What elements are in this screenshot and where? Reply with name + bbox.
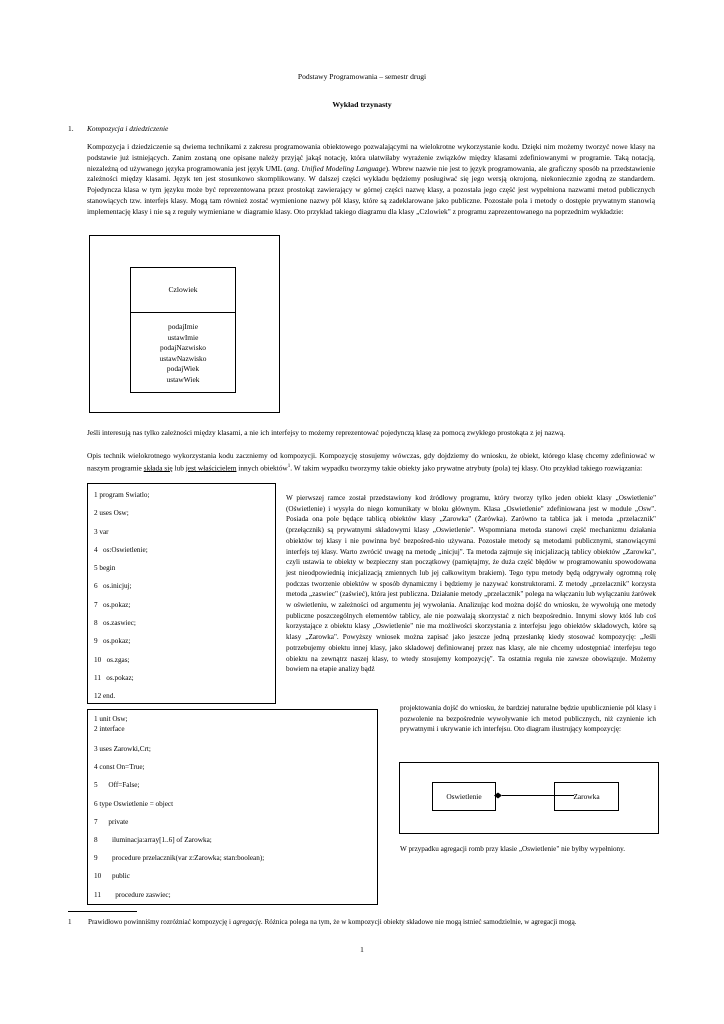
p3-underline-1: składa się <box>143 463 173 473</box>
uml-method: ustawWiek <box>166 374 200 384</box>
p3-underline-2: jest właścicielem <box>185 463 237 473</box>
code-line: 6 type Oswietlenie = object <box>94 799 174 808</box>
section-number: 1. <box>68 124 74 133</box>
uml-class-name: Czlowiek <box>131 268 235 313</box>
code-line: 11 procedure zaswiec; <box>94 890 171 899</box>
p3-text-c: innych obiektów <box>236 463 288 473</box>
code-line: 8 iluminacja:array[1..6] of Zarowka; <box>94 835 212 844</box>
uml-method-list <box>131 313 235 386</box>
composition-class-oswietlenie: Oswietlenie <box>432 782 496 811</box>
intro-paragraph <box>87 142 655 218</box>
intro-uml-italic: ang. Unified Modeling Language <box>286 163 386 173</box>
p3-text-d: . W takim wypadku tworzymy takie obiekty jako prywatne atrybuty (pola) tej klasy. Oto przykład takiego rozwiązania: <box>290 463 643 473</box>
page-number: 1 <box>360 945 364 954</box>
intro-text-1: Kompozycja i dziedziczenie są dwiema technikami z zakresu programowania obiektowego pozwalającymi na wielokrotne wykorzystanie kodu. Dzięki nim możemy tworzyć nowe klasy na podstawie już istniejących. Zanim zostaną one opisane należy przyjąć jakąś notację, która ułatwiłaby wyrażenie związków między klasami zdefiniowanymi w programie. Taką notacją, niezależną od używanego języka programowania jest język UML ( <box>87 142 655 173</box>
code-line: 11 os.pokaz; <box>94 673 134 682</box>
right-column-text-3: W przypadku agregacji romb przy klasie „Oswietlenie" nie byłby wypełniony. <box>400 845 626 853</box>
section-heading <box>68 124 168 133</box>
code-line: 8 os.zaswiec; <box>94 619 136 628</box>
code-line: 4 const On=True; <box>94 763 145 772</box>
uml-method: podajWiek <box>166 364 200 374</box>
right-column-text-2: projektowania dojść do wniosku, że bardziej naturalne będzie upublicznienie pól klasy i pozwolenie na bezpośrednie wywoływanie ich metod publicznych, niż czynienie ich prywatnymi i ukrywanie ich interfejsu. Oto diagram ilustrujący kompozycję: <box>400 704 656 734</box>
code-line: 1 program Swiatlo; <box>94 491 150 499</box>
code-line: 7 private <box>94 817 129 826</box>
code-box-unit <box>87 709 378 905</box>
code-line: 7 os.pokaz; <box>94 600 131 609</box>
code-line: 9 procedure przelacznik(var z:Zarowka; stan:boolean); <box>94 854 265 863</box>
footnote-rule <box>68 911 137 912</box>
code-line: 6 os.inicjuj; <box>94 582 132 591</box>
code-line: 5 Off=False; <box>94 781 140 790</box>
code-line: 4 os:Oswietlenie; <box>94 545 148 554</box>
uml-diagram-frame <box>89 235 280 413</box>
code-line: 3 var <box>94 527 109 536</box>
code-box-program <box>87 483 276 704</box>
uml-class-box <box>130 267 236 393</box>
uml-method: ustawImie <box>167 332 199 342</box>
code-line: 10 public <box>94 872 130 881</box>
code-line: 5 begin <box>94 564 116 573</box>
right-column-text: W pierwszej ramce został przedstawiony kod źródłowy programu, który tworzy tylko jeden obiekt klasy „Oswietlenie" (Oświetlenie) i wysyła do niego komunikaty w bloku głównym. Klasa „Oswietlenie" zdefiniowana jest w module „Osw". Posiada ona pole będące tablicą obiektów klasy „Zarowka" (Żarówka). Zarówno ta tablica jak i metoda „przelacznik" (przełącznik) są prywatnymi składowymi klasy „Oswietlenie". Wspomniana metoda stanowi część mechanizmu działania obiektów tej klasy i nie powinna być bezpośred-nio używana. Pozostałe metody są metodami publicznymi, stanowiącymi interfejs tej klasy. Warto zwrócić uwagę na metodę „inicjuj". Ta metoda zajmuje się inicjalizacją tablicy obiektów „Zarowka", czyli ustawia te obiekty w bezpieczny stan początkowy (pamiętajmy, że duża część błędów w programowaniu spowodowana jest nieodpowiednią inicjalizacją zmiennych lub jej całkowitym brakiem). Tego typu metody będą odgrywały ogromną rolę podczas tworzenie obiektów w sposób dynamiczny i będziemy je nazywać konstruktorami. Z metody „przelacznik" korzysta metoda „zaswiec" (zaświeć), która jest publiczna. Działanie metody „przelacznik" polega na włączaniu lub wyłączaniu żarówek w oświetleniu, w zależności od argumentu jej wywołania. Analizując kod można dojść do wniosku, że wywołują one metody publiczne poszczególnych elementów tablicy, ale nie pozwalają skorzystać z nich bezpośrednio. Innymi słowy któś lub coś korzystające z obiektu klasy „Oswietlenie" nie ma możliwości skorzystania z interfejsu jego obiektów składowych, które są klasy „Zarowka". Powyższy wniosek można zapisać jako jeszcze jedną przesłankę kiedy stosować kompozycję: „Jeśli potrzebujemy obiektu innej klasy, jako składowej definiowanej przez nas klasy, ale nie chcemy udostępniać interfejsu tego obiektu na zewnątrz naszej klasy, to wtedy stosujemy kompozycję". Ta ostatnia reguła nie zawsze obowiązuje. Możemy bowiem na etapie analizy bądź <box>286 494 656 674</box>
code-line: 3 uses Zarowki,Crt; <box>94 745 151 753</box>
footnote-text-a: Prawidłowo powinniśmy rozróżniać kompozycję i <box>88 918 233 926</box>
composition-diagram-frame <box>399 762 659 834</box>
code-line: 10 os.zgas; <box>94 655 130 664</box>
p3-text-a: Opis technik wielokrotnego wykorzystania kodu zaczniemy od kompozycji. Kompozycję stosujemy wówczas, gdy dojdziemy do wniosku, że obiekt, którego klasę chcemy zdefiniować w naszym programie <box>87 451 655 473</box>
composition-class-zarowka: Zarowka <box>554 782 619 811</box>
code-line: 2 uses Osw; <box>94 509 129 518</box>
code-line: 9 os.pokaz; <box>94 637 131 646</box>
lecture-title: Wykład trzynasty <box>332 100 392 109</box>
footnote-number: 1 <box>68 918 72 926</box>
section-title: Kompozycja i dziedziczenie <box>87 124 169 133</box>
paragraph-3 <box>87 451 655 474</box>
footnote-italic: agregację <box>232 918 261 926</box>
intro-text-2: ). Wbrew nazwie nie jest to język programowania, ale graficzny sposób na przedstawienie zależności między klasami. Język ten jest stosunkowo skomplikowany. W dalszej części wykładu będziemy posługiwać się jego wersją okrojoną, niekoniecznie zgodną ze standardem. Pojedyncza klasa w tym języku może być reprezentowana przez prostokąt zawierający w górnej części nazwę klasy, a pozostała jego część jest wypełniona nazwami metod publicznych stanowiących tzw. interfejs klasy. Mogą tam również zostać wymienione nazwy pól klasy, które są zadeklarowane jako publiczne. Pozostałe pola i metody o dostępie prywatnym stanowią implementację klasy i nie są z reguły wymieniane w diagramie klasy. Oto przykład takiego diagramu dla klasy „Czlowiek" z programu zaprezentowanego na poprzednim wykładzie: <box>87 163 655 216</box>
filled-diamond-icon <box>494 793 502 799</box>
footnote <box>68 917 668 927</box>
code-line: 1 unit Osw; 2 interface <box>94 715 128 734</box>
paragraph-2: Jeśli interesują nas tylko zależności między klasami, a nie ich interfejsy to możemy reprezentować pojedynczą klasę za pomocą zwykłego prostokąta z jej nazwą. <box>87 428 566 437</box>
p3-text-b: lub <box>172 463 186 473</box>
uml-method: ustawNazwisko <box>159 353 207 363</box>
footnote-text-b: . Różnica polega na tym, że w kompozycji obiekty składowe nie mogą istnieć samodzielnie, w agregacji mogą. <box>260 918 577 926</box>
footnote-ref: 1 <box>287 463 291 469</box>
uml-method: podajImie <box>168 322 198 331</box>
code-line: 12 end. <box>94 692 116 701</box>
uml-method: podajNazwisko <box>160 343 206 353</box>
page-header: Podstawy Programowania – semestr drugi <box>297 72 427 81</box>
